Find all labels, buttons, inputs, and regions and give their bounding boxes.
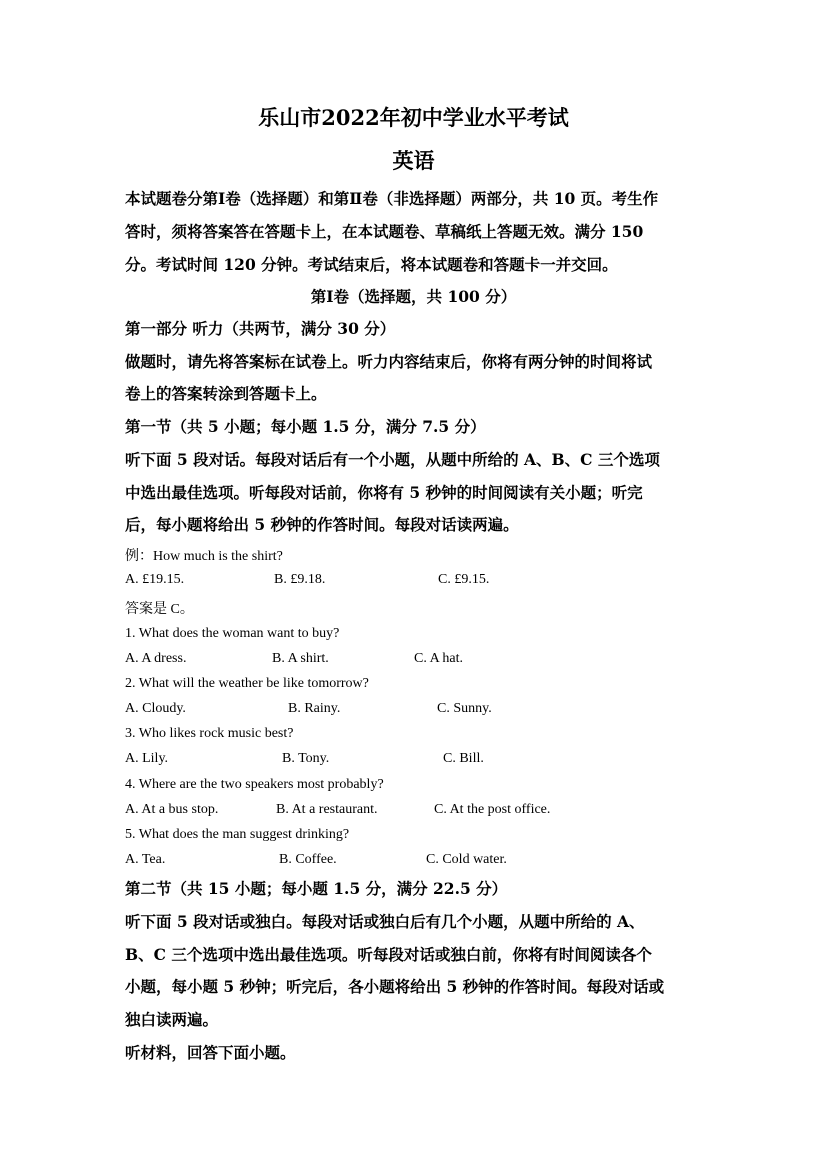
question-2-option-c: C. Sunny. (437, 701, 492, 716)
volume-heading: 第Ⅰ卷（选择题，共 100 分） (310, 287, 517, 306)
question-4-option-a: A. At a bus stop. (125, 802, 219, 817)
example-option-c: C. £9.15. (438, 572, 490, 587)
section2-line-3: 小题，每小题 5 秒钟；听完后，各小题将给出 5 秒钟的作答时间。每段对话或 (125, 977, 665, 996)
section1-line-1: 听下面 5 段对话。每段对话后有一个小题，从题中所给的 A、B、C 三个选项 (125, 450, 660, 469)
question-1-option-b: B. A shirt. (272, 651, 329, 666)
part1-heading: 第一部分 听力（共两节，满分 30 分） (125, 319, 396, 338)
question-1: 1. What does the woman want to buy? (125, 626, 340, 641)
question-1-option-c: C. A hat. (414, 651, 464, 666)
section1-line-3: 后，每小题将给出 5 秒钟的作答时间。每段对话读两遍。 (125, 515, 519, 534)
section2-line-4: 独白读两遍。 (125, 1010, 219, 1029)
intro-line-1: 本试题卷分第Ⅰ卷（选择题）和第Ⅱ卷（非选择题）两部分，共 10 页。考生作 (125, 189, 659, 208)
section1-heading: 第一节（共 5 小题；每小题 1.5 分，满分 7.5 分） (125, 417, 486, 436)
example-option-a: A. £19.15. (125, 572, 185, 587)
question-3-option-c: C. Bill. (443, 751, 484, 766)
question-4: 4. Where are the two speakers most probably? (125, 777, 384, 792)
intro-line-2: 答时，须将答案答在答题卡上，在本试题卷、草稿纸上答题无效。满分 150 (125, 222, 644, 241)
section2-line-1: 听下面 5 段对话或独白。每段对话或独白后有几个小题，从题中所给的 A、 (125, 912, 645, 931)
question-4-option-b: B. At a restaurant. (276, 802, 378, 817)
example-answer: 答案是 C。 (125, 602, 194, 617)
question-1-option-a: A. A dress. (125, 651, 187, 666)
question-3: 3. Who likes rock music best? (125, 726, 294, 741)
question-5-option-c: C. Cold water. (426, 852, 507, 867)
section2-heading: 第二节（共 15 小题；每小题 1.5 分，满分 22.5 分） (125, 879, 508, 898)
question-2: 2. What will the weather be like tomorrow? (125, 676, 369, 691)
material-prompt: 听材料，回答下面小题。 (125, 1043, 296, 1062)
question-5-option-a: A. Tea. (125, 852, 166, 867)
intro-line-3: 分。考试时间 120 分钟。考试结束后，将本试题卷和答题卡一并交回。 (125, 255, 618, 274)
question-3-option-b: B. Tony. (282, 751, 330, 766)
section1-line-2: 中选出最佳选项。听每段对话前，你将有 5 秒钟的时间阅读有关小题；听完 (125, 483, 643, 502)
example-question: 例：How much is the shirt? (125, 549, 283, 564)
subject-title: 英语 (392, 148, 435, 173)
question-3-option-a: A. Lily. (125, 751, 169, 766)
question-5: 5. What does the man suggest drinking? (125, 827, 350, 842)
question-4-option-c: C. At the post office. (434, 802, 551, 817)
part1-line-2: 卷上的答案转涂到答题卡上。 (125, 384, 327, 403)
example-option-b: B. £9.18. (274, 572, 326, 587)
section2-line-2: B、C 三个选项中选出最佳选项。听每段对话或独白前，你将有时间阅读各个 (125, 945, 652, 964)
exam-title: 乐山市2022年初中学业水平考试 (258, 105, 569, 130)
question-2-option-b: B. Rainy. (288, 701, 341, 716)
question-2-option-a: A. Cloudy. (125, 701, 186, 716)
part1-line-1: 做题时，请先将答案标在试卷上。听力内容结束后，你将有两分钟的时间将试 (125, 352, 653, 371)
question-5-option-b: B. Coffee. (279, 852, 337, 867)
